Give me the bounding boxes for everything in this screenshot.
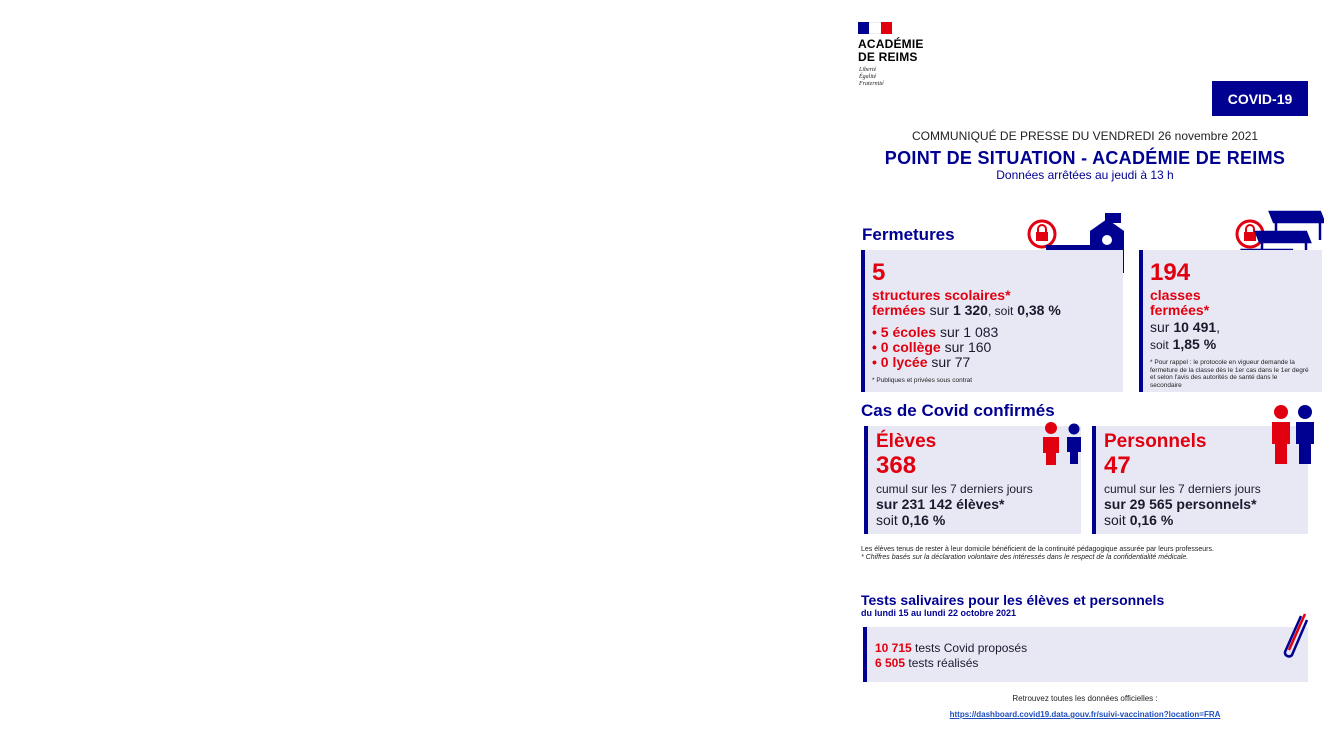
classes-note: * Pour rappel : le protocole en vigueur demande la fermeture de la classe dès le 1er cas dans le 1er degré et selon l'avis des autorités de santé dans le secondaire [1150,359,1309,389]
classes-total: 10 491 [1173,319,1217,335]
classes-closed-label: fermées* [1150,302,1210,318]
staff-icon [1270,404,1316,466]
footer-link[interactable]: https://dashboard.covid19.data.gouv.fr/suivi-vaccination?location=FRA [949,710,1221,719]
classes-pct: 1,85 % [1172,336,1217,352]
press-release-date: COMMUNIQUÉ DE PRESSE DU VENDREDI 26 novembre 2021 [911,129,1259,143]
eleves-sur: sur 231 142 élèves* [876,496,1005,512]
classes-soit: soit [1150,338,1169,352]
academy-logo [858,38,924,64]
list-item [872,325,1123,340]
logo-line1: ACADÉMIE [858,37,924,51]
list-item [872,355,1123,370]
ecoles-label: • 5 écoles [872,324,937,340]
tests-realises-number: 6 505 [875,656,906,670]
lycees-label: • 0 lycée [872,354,928,370]
structures-closed-label: fermées [872,302,926,318]
classes-label: classes [1150,287,1201,303]
eleves-cumul: cumul sur les 7 derniers jours [876,482,1033,496]
structures-count: 5 [872,259,886,286]
footer-label: Retrouvez toutes les données officielles : [1012,694,1158,703]
classes-sur: sur [1150,319,1170,335]
fermetures-heading: Fermetures [862,225,955,244]
structures-note: * Publiques et privées sous contrat [872,377,973,384]
tests-period: du lundi 15 au lundi 22 octobre 2021 [861,608,1017,618]
tests-proposes-label: tests Covid proposés [915,641,1028,655]
ecoles-total: sur 1 083 [939,324,999,340]
personnels-cumul: cumul sur les 7 derniers jours [1104,482,1261,496]
motto-liberte: Liberté [859,67,877,73]
classes-count: 194 [1150,259,1191,286]
motto-fraternite: Fraternité [859,81,884,87]
structures-breakdown [872,325,1123,370]
structures-soit: , soit [987,304,1014,318]
tests-card [863,627,1308,682]
cas-note-continuity: Les élèves tenus de rester à leur domicile bénéficient de la continuité pédagogique assurée par leurs professeurs. [861,546,1214,553]
eleves-pct: 0,16 % [901,512,946,528]
logo-line2: DE REIMS [858,50,918,64]
colleges-label: • 0 collège [872,339,941,355]
eleves-title: Élèves [876,431,937,452]
list-item [872,340,1123,355]
personnels-soit: soit [1104,512,1126,528]
personnels-title: Personnels [1104,431,1207,452]
classes-card [1139,250,1322,392]
marianne-flag-icon [858,22,892,34]
cas-note-data: * Chiffres basés sur la déclaration volontaire des intéressés dans le respect de la confidentialité médicale. [861,554,1189,561]
covid-badge: COVID-19 [1212,81,1308,116]
tests-heading: Tests salivaires pour les élèves et personnels [861,592,1165,608]
motto-egalite: Égalité [859,74,877,80]
structures-pct: 0,38 % [1017,302,1061,318]
classes-comma: , [1216,319,1221,335]
structures-total: 1 320 [952,302,988,318]
colleges-total: sur 160 [944,339,992,355]
swab-icon [1279,612,1309,662]
structures-sur: sur [929,302,950,318]
personnels-count: 47 [1104,452,1131,479]
structures-card [861,250,1123,392]
page-subtitle: Données arrêtées au jeudi à 13 h [996,168,1174,182]
page-title: POINT DE SITUATION - ACADÉMIE DE REIMS [884,148,1286,168]
personnels-pct: 0,16 % [1129,512,1174,528]
tests-realises-label: tests réalisés [908,656,979,670]
students-icon [1040,421,1086,465]
cas-heading: Cas de Covid confirmés [861,401,1055,420]
republic-motto [859,67,884,88]
eleves-count: 368 [876,452,917,479]
eleves-soit: soit [876,512,898,528]
tests-proposes-number: 10 715 [875,641,912,655]
personnels-sur: sur 29 565 personnels* [1104,496,1257,512]
structures-label: structures scolaires* [872,287,1011,303]
lycees-total: sur 77 [931,354,971,370]
